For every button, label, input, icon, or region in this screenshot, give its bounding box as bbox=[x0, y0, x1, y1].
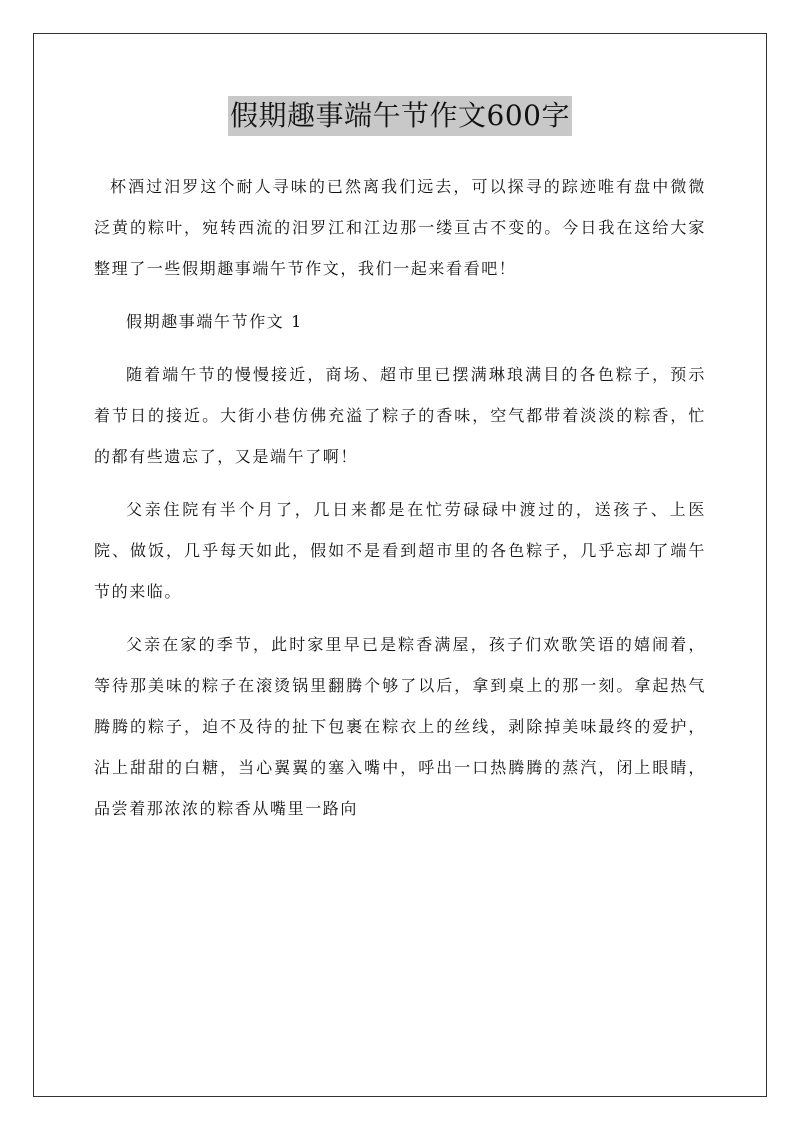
document-title: 假期趣事端午节作文600字 bbox=[228, 96, 572, 136]
body-paragraph: 随着端午节的慢慢接近，商场、超市里已摆满琳琅满目的各色粽子，预示着节日的接近。大街小巷仿佛充溢了粽子的香味，空气都带着淡淡的粽香，忙的都有些遗忘了，又是端午了啊！ bbox=[94, 365, 706, 466]
document-body bbox=[94, 166, 706, 829]
intro-paragraph: 杯酒过汨罗这个耐人寻味的已然离我们远去，可以探寻的踪迹唯有盘中微微泛黄的粽叶，宛转西流的汨罗江和江边那一缕亘古不变的。今日我在这给大家整理了一些假期趣事端午节作文，我们一起来看看吧！ bbox=[94, 177, 706, 278]
body-paragraph: 父亲在家的季节，此时家里早已是粽香满屋，孩子们欢歌笑语的嬉闹着，等待那美味的粽子在滚烫锅里翻腾个够了以后，拿到桌上的那一刻。拿起热气腾腾的粽子，迫不及待的扯下包裹在粽衣上的丝线，剥除掉美味最终的爱护，沾上甜甜的白糖，当心翼翼的塞入嘴中，呼出一口热腾腾的蒸汽，闭上眼睛，品尝着那浓浓的粽香从嘴里一路向 bbox=[94, 635, 706, 818]
spacer bbox=[94, 342, 706, 354]
title-container bbox=[0, 96, 800, 136]
section-heading: 假期趣事端午节作文 1 bbox=[126, 312, 303, 331]
spacer bbox=[94, 477, 706, 489]
spacer bbox=[94, 289, 706, 301]
spacer bbox=[94, 612, 706, 624]
body-paragraph: 父亲住院有半个月了，几日来都是在忙劳碌碌中渡过的，送孩子、上医院、做饭，几乎每天如此，假如不是看到超市里的各色粽子，几乎忘却了端午节的来临。 bbox=[94, 500, 706, 601]
